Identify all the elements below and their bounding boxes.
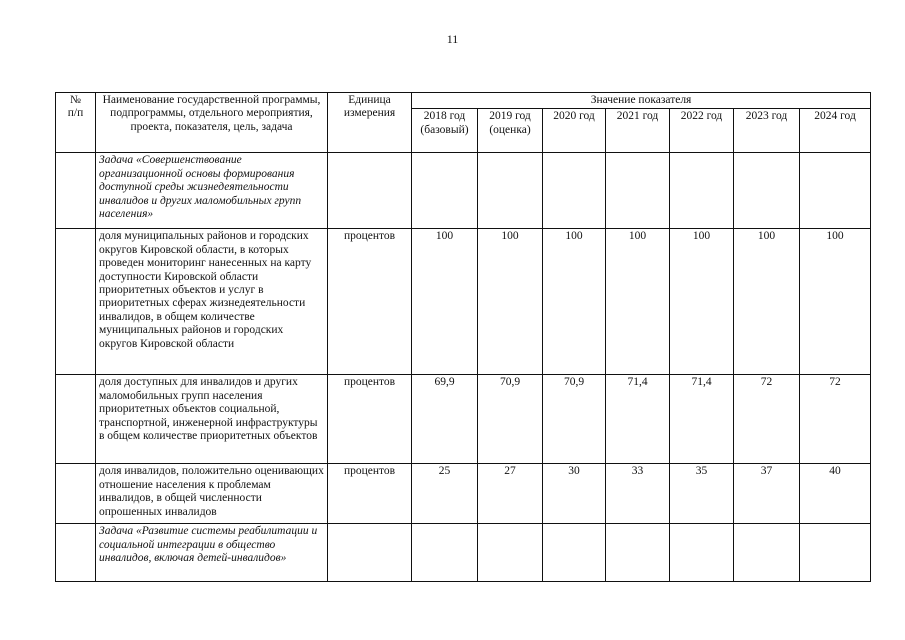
indicator-name: доля доступных для инвалидов и других маломобильных групп населения приоритетных объектов социальной, транспортной, инженерной инфраструктуры в общем количестве приоритетных объектов — [96, 375, 328, 464]
value-cell — [670, 153, 734, 229]
value-cell — [543, 153, 606, 229]
header-year: 2018 год (базовый) — [412, 109, 478, 153]
unit-cell: процентов — [328, 375, 412, 464]
value-cell: 35 — [670, 464, 734, 524]
value-cell: 70,9 — [478, 375, 543, 464]
value-cell — [800, 153, 871, 229]
indicator-name: доля инвалидов, положительно оценивающих отношение населения к проблемам инвалидов, в общей численности опрошенных инвалидов — [96, 464, 328, 524]
value-cell — [606, 153, 670, 229]
value-cell — [412, 524, 478, 582]
value-cell — [670, 524, 734, 582]
page-number: 11 — [446, 32, 459, 46]
unit-cell — [328, 524, 412, 582]
value-cell: 100 — [412, 229, 478, 375]
task-row — [56, 524, 871, 582]
value-cell — [800, 524, 871, 582]
row-num — [56, 229, 96, 375]
indicator-row — [56, 229, 871, 375]
value-cell: 72 — [734, 375, 800, 464]
value-cell: 71,4 — [606, 375, 670, 464]
header-num: № п/п — [56, 93, 96, 153]
row-num — [56, 524, 96, 582]
indicator-row — [56, 375, 871, 464]
value-cell: 37 — [734, 464, 800, 524]
value-cell: 100 — [478, 229, 543, 375]
value-cell: 70,9 — [543, 375, 606, 464]
header-year: 2023 год — [734, 109, 800, 153]
value-cell — [412, 153, 478, 229]
value-cell — [734, 524, 800, 582]
value-cell: 72 — [800, 375, 871, 464]
value-cell: 25 — [412, 464, 478, 524]
value-cell — [734, 153, 800, 229]
header-value: Значение показателя — [412, 93, 871, 109]
value-cell — [543, 524, 606, 582]
indicator-name: доля муниципальных районов и городских округов Кировской области, в которых проведен мониторинг нанесенных на карту доступности Кировской области приоритетных объектов и услуг в приоритетных сферах жизнедеятельности инвалидов, в общем количестве муниципальных районов и городских округов Кировской области — [96, 229, 328, 375]
value-cell: 40 — [800, 464, 871, 524]
header-year: 2019 год (оценка) — [478, 109, 543, 153]
value-cell: 69,9 — [412, 375, 478, 464]
value-cell: 33 — [606, 464, 670, 524]
value-cell: 100 — [543, 229, 606, 375]
header-year: 2021 год — [606, 109, 670, 153]
unit-cell: процентов — [328, 229, 412, 375]
value-cell: 100 — [734, 229, 800, 375]
row-num — [56, 153, 96, 229]
header-name: Наименование государственной программы, подпрограммы, отдельного мероприятия, проекта, показателя, цель, задача — [96, 93, 328, 153]
header-year: 2022 год — [670, 109, 734, 153]
value-cell: 100 — [606, 229, 670, 375]
indicators-table — [55, 92, 871, 582]
row-num — [56, 464, 96, 524]
header-year: 2024 год — [800, 109, 871, 153]
value-cell: 30 — [543, 464, 606, 524]
header-year: 2020 год — [543, 109, 606, 153]
value-cell: 27 — [478, 464, 543, 524]
header-unit: Единица измерения — [328, 93, 412, 153]
row-num — [56, 375, 96, 464]
value-cell — [478, 153, 543, 229]
task-name: Задача «Развитие системы реабилитации и социальной интеграции в общество инвалидов, включая детей-инвалидов» — [96, 524, 328, 582]
value-cell: 100 — [670, 229, 734, 375]
task-name: Задача «Совершенствование организационной основы формирования доступной среды жизнедеятельности инвалидов и других маломобильных групп населения» — [96, 153, 328, 229]
indicator-row — [56, 464, 871, 524]
value-cell — [478, 524, 543, 582]
value-cell: 71,4 — [670, 375, 734, 464]
task-row — [56, 153, 871, 229]
unit-cell: процентов — [328, 464, 412, 524]
value-cell: 100 — [800, 229, 871, 375]
unit-cell — [328, 153, 412, 229]
value-cell — [606, 524, 670, 582]
